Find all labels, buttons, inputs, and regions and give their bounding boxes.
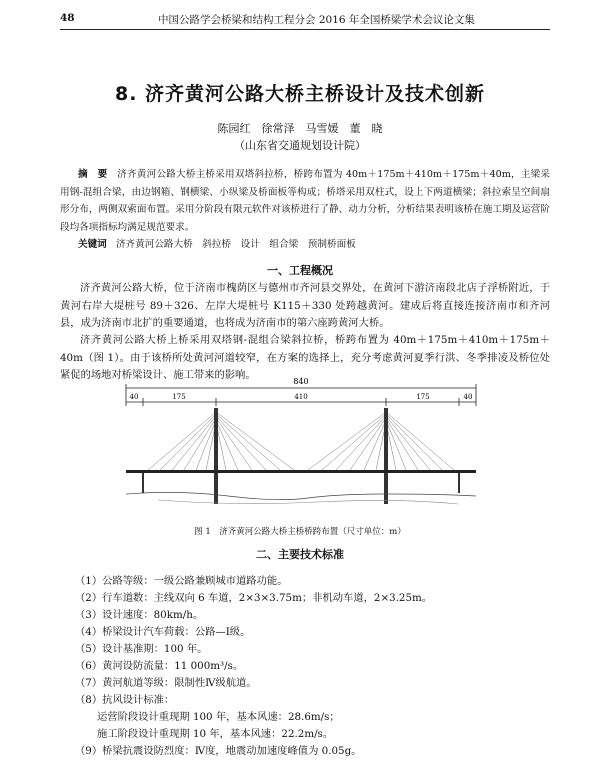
page-number: 48	[60, 12, 75, 24]
affiliation: （山东省交通规划设计院）	[234, 139, 366, 152]
standard-item: （8）抗风设计标准：	[75, 694, 175, 706]
keywords-text: 济齐黄河公路大桥 斜拉桥 设计 组合梁 预制桥面板	[115, 239, 356, 250]
standard-item: （5）设计基准期：100 年。	[75, 643, 208, 655]
section-1-paragraph-2: 济齐黄河公路大桥上桥采用双塔钢-混组合梁斜拉桥，桥跨布置为 40m＋175m＋410m＋175m＋40m（图 1）。由于该桥所处黄河河道较窄，在方案的选择上，充分考虑黄河夏季行洪、冬季排凌及桥位处紧促的场地对桥梁设计、施工带来的影响。	[60, 334, 550, 381]
riverbed-line	[158, 500, 458, 504]
wind-standard-operation: 运营阶段设计重现期 100 年，基本风速：28.6m/s；	[97, 711, 340, 723]
dim-span-2: 175	[172, 393, 186, 401]
left-pylon	[214, 408, 218, 504]
bridge-deck	[126, 470, 476, 473]
section-1-paragraph-1: 济齐黄河公路大桥，位于济南市槐荫区与德州市齐河县交界处，在黄河下游济南段北店子浮桥附近，于黄河右岸大堤桩号 89＋326、左岸大堤桩号 K115＋330 处跨越黄河。建成后将直接连接济南市和齐河县，成为济南市北扩的重要通道，也将成为济南市的第六座跨黄河大桥。	[60, 282, 550, 329]
standard-item: （3）设计速度：80km/h。	[75, 609, 204, 621]
standard-item: （9）桥梁抗震设防烈度：Ⅳ度，地震动加速度峰值为 0.05g。	[75, 745, 362, 757]
standard-item: （7）黄河航道等级：限制性Ⅳ级航道。	[75, 677, 257, 689]
pier-4	[458, 473, 460, 493]
running-title: 中国公路学会桥梁和结构工程分会 2016 年全国桥梁学术会议论文集	[158, 14, 475, 26]
standard-item: （2）行车道数：主线双向 6 车道，2×3×3.75m；非机动车道，2×3.25m。	[75, 592, 433, 604]
wind-standard-construction: 施工阶段设计重现期 10 年，基本风速：22.2m/s。	[97, 728, 334, 740]
keywords-label: 关键词	[78, 239, 107, 250]
dim-span-5: 40	[463, 393, 473, 401]
abstract-label: 摘 要	[78, 169, 108, 180]
abstract	[60, 166, 550, 236]
authors: 陈园红 徐常泽 马雪媛 董 晓	[217, 122, 383, 135]
running-header	[60, 12, 550, 28]
dim-total-label: 840	[293, 377, 309, 386]
section-1-heading: 一、工程概况	[267, 264, 333, 277]
pier-1	[142, 473, 144, 493]
dim-span-3: 410	[294, 393, 308, 401]
standards-list	[75, 573, 545, 760]
dim-span-4: 175	[416, 393, 430, 401]
section-2-heading: 二、主要技术标准	[256, 548, 344, 561]
abstract-text: 济齐黄河公路大桥主桥采用双塔斜拉桥，桥跨布置为 40m＋175m＋410m＋175m＋40m，主梁采用钢-混组合梁，由边钢箱、钢横梁、小纵梁及桥面板等构成；桥塔采用双柱式，设上下两道横梁；斜拉索呈空间扇形分布，两侧双索面布置。采用分阶段有限元软件对该桥进行了静、动力分析，分析结果表明该桥在施工期及运营阶段均各项指标均满足规范要求。	[60, 169, 551, 233]
standard-item: （4）桥梁设计汽车荷载：公路—Ⅰ级。	[75, 626, 251, 638]
standard-item: （1）公路等级：一级公路兼顾城市道路功能。	[75, 575, 288, 587]
header-rule	[60, 29, 550, 30]
dim-span-1: 40	[129, 393, 139, 401]
keywords	[78, 236, 356, 250]
standard-item: （6）黄河设防流量：11 000m³/s。	[75, 660, 244, 672]
stay-cables	[148, 412, 454, 470]
paper-title: 8. 济齐黄河公路大桥主桥设计及技术创新	[114, 83, 486, 105]
ground-line	[126, 492, 476, 499]
right-pylon	[384, 408, 388, 504]
bridge-elevation-figure	[118, 372, 484, 522]
figure-caption: 图 1 济齐黄河公路大桥主桥桥跨布置（尺寸单位：m）	[194, 527, 406, 537]
